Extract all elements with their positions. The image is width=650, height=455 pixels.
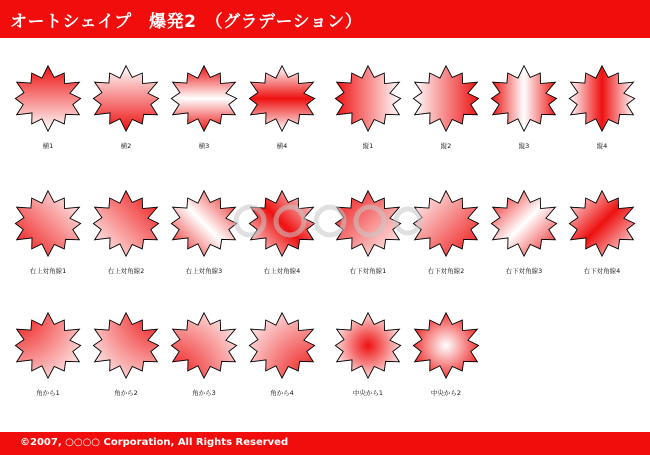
shape-caption: 横1 xyxy=(42,142,54,150)
shape-caption: 右上対角線2 xyxy=(107,267,145,275)
shape-item[interactable] xyxy=(9,60,87,160)
shape-caption: 角から2 xyxy=(114,389,138,397)
burst-shape xyxy=(245,60,319,134)
shape-item[interactable] xyxy=(243,60,321,160)
burst-shape xyxy=(409,60,483,134)
shape-item[interactable] xyxy=(243,307,321,407)
shape-caption: 角から1 xyxy=(36,389,60,397)
burst-shape xyxy=(89,60,163,134)
shape-item[interactable] xyxy=(407,60,485,160)
shape-item[interactable] xyxy=(563,185,641,285)
shape-caption: 縦3 xyxy=(518,142,530,150)
shape-item[interactable] xyxy=(563,60,641,160)
shape-item[interactable] xyxy=(485,60,563,160)
shape-item[interactable] xyxy=(407,185,485,285)
burst-shape xyxy=(331,307,405,381)
burst-shape xyxy=(89,307,163,381)
shape-item[interactable] xyxy=(329,307,407,407)
burst-shape xyxy=(245,307,319,381)
burst-shape xyxy=(245,185,319,259)
shape-item[interactable] xyxy=(9,307,87,407)
shape-item[interactable] xyxy=(329,185,407,285)
shape-item[interactable] xyxy=(9,185,87,285)
burst-shape xyxy=(565,185,639,259)
shape-caption: 横4 xyxy=(276,142,288,150)
shape-caption: 中央から1 xyxy=(352,389,384,397)
burst-shape xyxy=(11,185,85,259)
shape-caption: 角から4 xyxy=(270,389,294,397)
shape-caption: 右上対角線4 xyxy=(263,267,301,275)
shape-item[interactable] xyxy=(165,60,243,160)
shape-caption: 縦4 xyxy=(596,142,608,150)
shape-caption: 右下対角線2 xyxy=(427,267,465,275)
burst-shape xyxy=(331,60,405,134)
burst-shape xyxy=(487,185,561,259)
burst-shape xyxy=(331,185,405,259)
shape-caption: 横3 xyxy=(198,142,210,150)
shape-caption: 中央から2 xyxy=(430,389,462,397)
burst-shape xyxy=(167,185,241,259)
shape-caption: 横2 xyxy=(120,142,132,150)
shape-item[interactable] xyxy=(407,307,485,407)
burst-shape xyxy=(409,307,483,381)
burst-shape xyxy=(89,185,163,259)
shape-item[interactable] xyxy=(165,307,243,407)
burst-shape xyxy=(11,307,85,381)
burst-shape xyxy=(565,60,639,134)
shape-caption: 角から3 xyxy=(192,389,216,397)
shape-caption: 右下対角線1 xyxy=(349,267,387,275)
shape-item[interactable] xyxy=(243,185,321,285)
burst-shape xyxy=(409,185,483,259)
page-title: オートシェイプ 爆発2 （グラデーション） xyxy=(10,12,363,32)
copyright-text: ©2007, ○○○○ Corporation, All Rights Reserved xyxy=(20,437,289,448)
shape-caption: 縦2 xyxy=(440,142,452,150)
shape-item[interactable] xyxy=(329,60,407,160)
burst-shape xyxy=(11,60,85,134)
burst-shape xyxy=(487,60,561,134)
shape-caption: 右上対角線3 xyxy=(185,267,223,275)
shape-caption: 右下対角線3 xyxy=(505,267,543,275)
shape-caption: 右上対角線1 xyxy=(29,267,67,275)
shape-item[interactable] xyxy=(87,307,165,407)
shape-item[interactable] xyxy=(165,185,243,285)
burst-shape xyxy=(167,60,241,134)
shape-caption: 縦1 xyxy=(362,142,374,150)
footer-bar xyxy=(0,432,650,455)
shape-item[interactable] xyxy=(87,185,165,285)
shape-caption: 右下対角線4 xyxy=(583,267,621,275)
shape-item[interactable] xyxy=(87,60,165,160)
shape-item[interactable] xyxy=(485,185,563,285)
burst-shape xyxy=(167,307,241,381)
